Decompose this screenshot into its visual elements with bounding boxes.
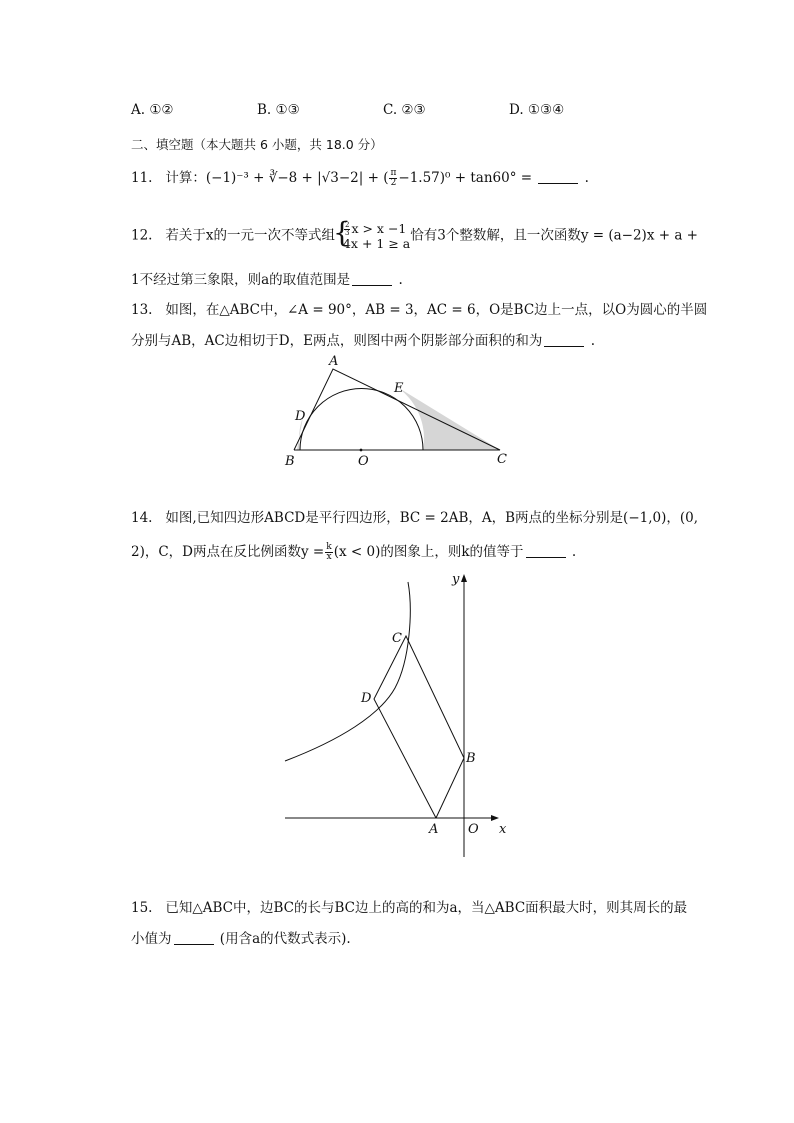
q12-answer-blank[interactable] — [352, 271, 392, 286]
option-a: A. ①② — [131, 102, 174, 118]
question-12-line2 — [131, 270, 403, 290]
q14-label-y: y — [452, 572, 460, 587]
q15-line1: 已知△ABC中，边BC的长与BC边上的高的和为a，当△ABC面积最大时，则其周长的最 — [165, 900, 688, 916]
q14-label-b: B — [466, 751, 476, 766]
q12-number: 12. — [131, 227, 153, 244]
q11-prefix: 计算： — [165, 170, 206, 186]
q14-number: 14. — [131, 510, 153, 526]
q14-k-fraction: $\frac{k}{x}$ — [326, 542, 332, 562]
option-b: B. ①③ — [257, 102, 300, 118]
q11-pi-fraction: $\frac{\pi}{2}$ — [390, 168, 397, 188]
q15-line2b: (用含a的代数式表示). — [219, 931, 351, 947]
q14-label-a: A — [429, 822, 439, 837]
q13-semicircle — [300, 389, 423, 451]
q14-line2a: 2)，C，D两点在反比例函数y = — [131, 544, 325, 560]
q13-center-dot — [360, 449, 363, 452]
q13-label-e: E — [394, 381, 404, 396]
q12-line2: 1不经过第三象限，则a的取值范围是 — [131, 272, 351, 288]
q13-line1: 如图，在△ABC中，∠A = 90°，AB = 3，AC = 6，O是BC边上一点，以O为圆心的半圆 — [165, 302, 708, 318]
question-13 — [131, 300, 707, 320]
question-13-line2 — [131, 331, 595, 351]
question-12 — [131, 222, 698, 250]
q14-answer-blank[interactable] — [526, 543, 566, 558]
q14-figure — [280, 570, 520, 865]
q13-figure — [280, 352, 520, 472]
q11-answer-blank[interactable] — [538, 169, 578, 184]
q14-label-c: C — [392, 631, 402, 646]
question-11 — [131, 168, 589, 188]
q15-number: 15. — [131, 900, 153, 916]
q15-answer-blank[interactable] — [174, 930, 214, 945]
q14-parallelogram — [374, 636, 464, 818]
q14-label-x: x — [499, 822, 507, 837]
q11-expr-tail: −1.57)⁰ + tan60° = — [398, 170, 533, 186]
option-c: C. ②③ — [383, 102, 426, 118]
q11-expr: (−1)⁻³ + ∛−8 + |√3−2| + ( — [205, 170, 389, 186]
q13-answer-blank[interactable] — [544, 332, 584, 347]
question-15 — [131, 898, 687, 918]
q12-inequality-system: { $\frac{2}{3}$ x > x −1 4x + 1 ≥ a — [335, 222, 410, 250]
q13-label-o: O — [358, 454, 369, 469]
q13-label-b: B — [285, 454, 295, 469]
section-header: 二、填空题（本大题共 6 小题，共 18.0 分） — [131, 137, 383, 152]
q13-number: 13. — [131, 302, 153, 318]
question-14-line2 — [131, 542, 576, 562]
q14-end: . — [571, 544, 577, 560]
q12-prefix: 若关于x的一元一次不等式组 — [165, 227, 335, 244]
q13-end: . — [590, 333, 596, 349]
q14-line1: 如图,已知四边形ABCD是平行四边形，BC = 2AB，A，B两点的坐标分别是(−1,0)，(0, — [165, 510, 699, 526]
q14-label-d: D — [361, 691, 372, 706]
option-d: D. ①③④ — [509, 102, 565, 118]
q13-label-d: D — [295, 409, 306, 424]
q11-number: 11. — [131, 170, 153, 186]
q11-end: . — [584, 170, 589, 186]
question-14 — [131, 508, 698, 528]
q14-hyperbola — [285, 582, 410, 761]
q13-label-c: C — [497, 452, 507, 467]
q13-line2: 分别与AB，AC边相切于D，E两点，则图中两个阴影部分面积的和为 — [131, 333, 543, 349]
q15-line2a: 小值为 — [131, 931, 172, 947]
q12-mid: 恰有3个整数解，且一次函数y = (a−2)x + a + — [410, 227, 698, 244]
q13-shaded-region-right — [394, 385, 500, 450]
q14-line2b: (x < 0)的图象上，则k的值等于 — [333, 544, 524, 560]
question-15-line2 — [131, 929, 351, 949]
q14-label-o: O — [468, 822, 479, 837]
q12-end: . — [398, 272, 403, 288]
q13-label-a: A — [329, 354, 339, 369]
